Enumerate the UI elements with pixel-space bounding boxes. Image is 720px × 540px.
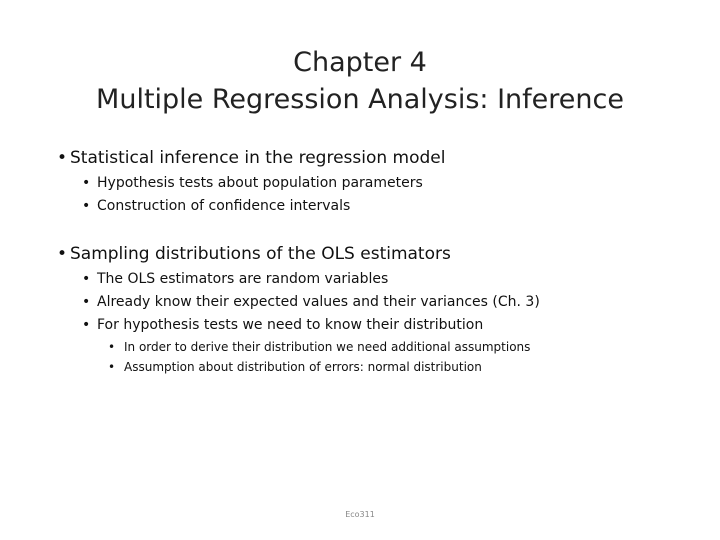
bullet-marker: •: [82, 175, 91, 191]
bullet-marker: •: [82, 294, 91, 310]
bullet-marker: •: [82, 198, 91, 214]
bullet-text: Assumption about distribution of errors: normal distribution: [124, 360, 482, 374]
bullet-level2-hypothesis-distribution: [82, 317, 483, 333]
bullet-level1-sampling-distributions: [57, 244, 451, 264]
bullet-text: Hypothesis tests about population parameters: [97, 175, 423, 191]
bullet-marker: •: [108, 360, 116, 374]
bullet-text: Sampling distributions of the OLS estimators: [70, 244, 451, 264]
bullet-level2-expected-values: [82, 294, 540, 310]
bullet-text: The OLS estimators are random variables: [97, 271, 389, 287]
bullet-text: For hypothesis tests we need to know their distribution: [97, 317, 484, 333]
bullet-marker: •: [108, 340, 116, 354]
bullet-text: Statistical inference in the regression model: [70, 148, 446, 168]
bullet-marker: •: [57, 244, 68, 264]
bullet-marker: •: [82, 317, 91, 333]
bullet-level2-random-variables: [82, 271, 388, 287]
bullet-marker: •: [82, 271, 91, 287]
bullet-text: Construction of confidence intervals: [97, 198, 351, 214]
slide-title: [0, 44, 720, 118]
slide-footer: Eco311: [345, 510, 375, 519]
bullet-text: In order to derive their distribution we need additional assumptions: [124, 340, 531, 354]
title-line-1: Chapter 4: [293, 47, 427, 78]
bullet-level3-normal-errors: [108, 360, 482, 374]
bullet-level2-hypothesis-tests: [82, 175, 423, 191]
bullet-level3-additional-assumptions: [108, 340, 530, 354]
title-line-2: Multiple Regression Analysis: Inference: [96, 84, 624, 115]
bullet-level1-statistical-inference: [57, 148, 446, 168]
bullet-text: Already know their expected values and their variances (Ch. 3): [97, 294, 540, 310]
bullet-marker: •: [57, 148, 68, 168]
bullet-level2-confidence-intervals: [82, 198, 350, 214]
